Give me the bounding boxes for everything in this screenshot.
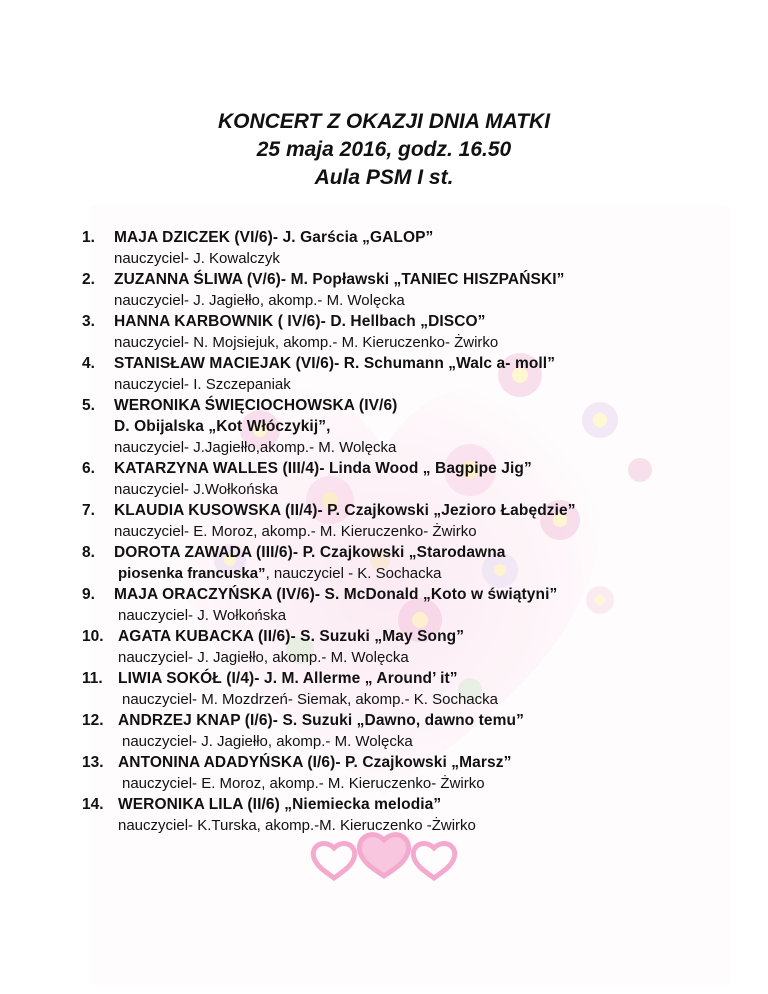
performer-line: KLAUDIA KUSOWSKA (II/4)- P. Czajkowski „Jezioro Łabędzie” xyxy=(114,502,576,519)
performer-line: HANNA KARBOWNIK ( IV/6)- D. Hellbach „DISCO” xyxy=(114,313,486,330)
item-number: 2. xyxy=(82,271,95,288)
program-item-11 xyxy=(82,668,742,710)
program-item-8 xyxy=(82,542,742,584)
performer-line: STANISŁAW MACIEJAK (VI/6)- R. Schumann „Walc a- moll” xyxy=(114,355,556,372)
program-item-1 xyxy=(82,227,742,269)
performer-line: WERONIKA ŚWIĘCIOCHOWSKA (IV/6) xyxy=(114,397,398,414)
performer-line: KATARZYNA WALLES (III/4)- Linda Wood „ Bagpipe Jig” xyxy=(114,460,532,477)
title-block xyxy=(0,108,768,192)
program-item-4 xyxy=(82,353,742,395)
performer-line: WERONIKA LILA (II/6) „Niemiecka melodia” xyxy=(118,796,442,813)
item-number: 3. xyxy=(82,313,95,330)
performer-line: ANDRZEJ KNAP (I/6)- S. Suzuki „Dawno, dawno temu” xyxy=(118,712,524,729)
teacher-line: nauczyciel- E. Moroz, akomp.- M. Kieruczenko- Żwirko xyxy=(114,523,477,540)
teacher-text: , nauczyciel - K. Sochacka xyxy=(265,565,442,582)
program-item-10 xyxy=(82,626,742,668)
teacher-line: nauczyciel- M. Mozdrzeń- Siemak, akomp.- K. Sochacka xyxy=(122,691,498,708)
piece-line: D. Obijalska „Kot Włóczykij”, xyxy=(114,418,331,435)
concert-date: 25 maja 2016, godz. 16.50 xyxy=(256,138,512,161)
teacher-line: nauczyciel- J. Kowalczyk xyxy=(114,250,280,267)
performer-line: MAJA DZICZEK (VI/6)- J. Garścia „GALOP” xyxy=(114,229,434,246)
concert-title: KONCERT Z OKAZJI DNIA MATKI xyxy=(217,110,551,133)
program-item-14 xyxy=(82,794,742,836)
teacher-line: nauczyciel- J. Jagiełło, akomp.- M. Wolęcka xyxy=(118,649,409,666)
item-number: 13. xyxy=(82,754,104,771)
program-item-12 xyxy=(82,710,742,752)
program-item-5 xyxy=(82,395,742,458)
item-number: 12. xyxy=(82,712,104,729)
performer-line: LIWIA SOKÓŁ (I/4)- J. M. Allerme „ Around’ it” xyxy=(118,670,458,687)
concert-venue: Aula PSM I st. xyxy=(314,166,454,189)
teacher-line: nauczyciel- N. Mojsiejuk, akomp.- M. Kieruczenko- Żwirko xyxy=(114,334,499,351)
teacher-line: nauczyciel- J. Wołkońska xyxy=(118,607,287,624)
program-item-13 xyxy=(82,752,742,794)
piece-teacher-line xyxy=(114,563,742,584)
piece-title: piosenka francuska” xyxy=(118,565,266,582)
performer-line: AGATA KUBACKA (II/6)- S. Suzuki „May Song” xyxy=(118,628,465,645)
teacher-line: nauczyciel- I. Szczepaniak xyxy=(114,376,291,393)
program-item-3 xyxy=(82,311,742,353)
item-number: 14. xyxy=(82,796,104,813)
item-number: 11. xyxy=(82,670,103,687)
teacher-line: nauczyciel- J. Jagiełło, akomp.- M. Wolęcka xyxy=(114,292,405,309)
teacher-line: nauczyciel- J.Jagiełło,akomp.- M. Wolęcka xyxy=(114,439,397,456)
item-number: 10. xyxy=(82,628,104,645)
item-number: 4. xyxy=(82,355,95,372)
item-number: 6. xyxy=(82,460,95,477)
performer-line: ANTONINA ADADYŃSKA (I/6)- P. Czajkowski „Marsz” xyxy=(118,754,512,771)
teacher-line: nauczyciel- K.Turska, akomp.-M. Kieruczenko -Żwirko xyxy=(118,817,476,834)
teacher-line: nauczyciel- E. Moroz, akomp.- M. Kieruczenko- Żwirko xyxy=(122,775,485,792)
teacher-line: nauczyciel- J.Wołkońska xyxy=(114,481,278,498)
performer-line: MAJA ORACZYŃSKA (IV/6)- S. McDonald „Koto w świątyni” xyxy=(114,586,558,603)
program-item-9 xyxy=(82,584,742,626)
teacher-line: nauczyciel- J. Jagiełło, akomp.- M. Wolęcka xyxy=(122,733,413,750)
program-item-2 xyxy=(82,269,742,311)
item-number: 9. xyxy=(82,586,95,603)
program-item-7 xyxy=(82,500,742,542)
program-list xyxy=(82,227,742,836)
performer-line: ZUZANNA ŚLIWA (V/6)- M. Popławski „TANIEC HISZPAŃSKI” xyxy=(114,271,565,288)
item-number: 1. xyxy=(82,229,95,246)
item-number: 8. xyxy=(82,544,95,561)
item-number: 7. xyxy=(82,502,95,519)
program-item-6 xyxy=(82,458,742,500)
performer-line: DOROTA ZAWADA (III/6)- P. Czajkowski „Starodawna xyxy=(114,544,506,561)
item-number: 5. xyxy=(82,397,95,414)
